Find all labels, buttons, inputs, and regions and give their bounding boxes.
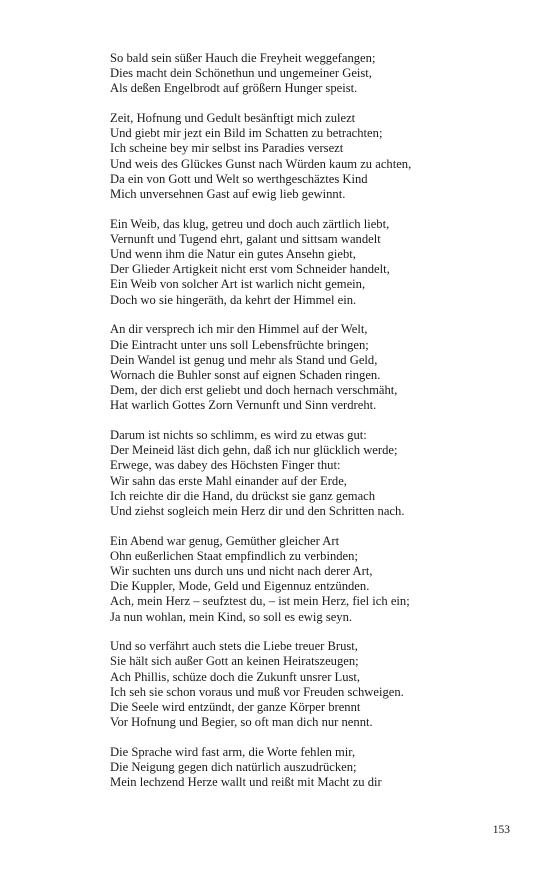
verse-line: Mich unversehnen Gast auf ewig lieb gewinnt. xyxy=(110,187,346,201)
verse-line: Ja nun wohlan, mein Kind, so soll es ewig seyn. xyxy=(110,609,353,624)
verse-line: Mein lechzend Herze wallt und reißt mit Macht zu dir xyxy=(110,775,382,790)
verse-line: Und giebt mir jezt ein Bild im Schatten zu betrachten; xyxy=(110,126,383,141)
stanza xyxy=(110,217,520,308)
verse-line: Die Eintracht unter uns soll Lebensfrüchte bringen; xyxy=(110,337,369,352)
verse-line: Vernunft und Tugend ehrt, galant und sittsam wandelt xyxy=(110,231,381,246)
verse-line: Die Seele wird entzündt, der ganze Körper brennt xyxy=(110,699,361,714)
verse-line: Erwege, was dabey des Höchsten Finger thut: xyxy=(110,458,341,473)
verse-line: Und ziehst sogleich mein Herz dir und den Schritten nach. xyxy=(110,503,405,518)
verse-line: Und wenn ihm die Natur ein gutes Ansehn giebt, xyxy=(110,247,356,262)
verse-line: Hat warlich Gottes Zorn Vernunft und Sinn verdreht. xyxy=(110,398,377,413)
verse-line: Die Sprache wird fast arm, die Worte fehlen mir, xyxy=(110,744,356,759)
stanza xyxy=(110,322,520,413)
verse-line: Ich seh sie schon voraus und muß vor Freuden schweigen. xyxy=(110,684,404,699)
verse-line: So bald sein süßer Hauch die Freyheit weggefangen; xyxy=(110,51,376,65)
verse-line: Dies macht dein Schönethun und ungemeiner Geist, xyxy=(110,66,372,81)
verse-line: Dem, der dich erst geliebt und doch hernach verschmäht, xyxy=(110,383,398,398)
verse-line: Ach, mein Herz – seufztest du, – ist mein Herz, fiel ich ein; xyxy=(110,594,410,609)
verse-line: Ach Phillis, schüze doch die Zukunft unsrer Lust, xyxy=(110,669,361,684)
page-number: 153 xyxy=(492,824,510,836)
verse-line: Dein Wandel ist genug und mehr als Stand und Geld, xyxy=(110,352,378,367)
poem-body xyxy=(110,51,520,805)
verse-line: An dir versprech ich mir den Himmel auf der Welt, xyxy=(110,322,368,337)
verse-line: Ich scheine bey mir selbst ins Paradies versezt xyxy=(110,141,344,156)
verse-line: Ein Abend war genug, Gemüther gleicher Art xyxy=(110,533,340,548)
verse-line: Da ein von Gott und Welt so werthgeschäztes Kind xyxy=(110,171,368,186)
verse-line: Wir suchten uns durch uns und nicht nach derer Art, xyxy=(110,563,373,578)
verse-line: Die Kuppler, Mode, Geld und Eigennuz entzünden. xyxy=(110,579,370,594)
verse-line: Ein Weib von solcher Art ist warlich nicht gemein, xyxy=(110,277,366,292)
verse-line: Ein Weib, das klug, getreu und doch auch zärtlich liebt, xyxy=(110,216,390,231)
verse-line: Zeit, Hofnung und Gedult besänftigt mich zulezt xyxy=(110,111,356,126)
verse-line: Als deßen Engelbrodt auf größern Hunger speist. xyxy=(110,81,358,96)
verse-line: Vor Hofnung und Begier, so oft man dich nur nennt. xyxy=(110,715,373,730)
verse-line: Und so verfährt auch stets die Liebe treuer Brust, xyxy=(110,639,358,654)
verse-line: Ich reichte dir die Hand, du drückst sie ganz gemach xyxy=(110,488,376,503)
verse-line: Und weis des Glückes Gunst nach Würden kaum zu achten, xyxy=(110,156,412,171)
stanza xyxy=(110,534,520,625)
stanza xyxy=(110,428,520,519)
verse-line: Die Neigung gegen dich natürlich auszudrücken; xyxy=(110,760,357,774)
verse-line: Wornach die Buhler sonst auf eignen Schaden ringen. xyxy=(110,367,381,382)
verse-line: Doch wo sie hingeräth, da kehrt der Himmel ein. xyxy=(110,292,357,307)
verse-line: Wir sahn das erste Mahl einander auf der Erde, xyxy=(110,473,347,488)
stanza xyxy=(110,51,520,97)
stanza xyxy=(110,745,520,791)
verse-line: Der Meineid läst dich gehn, daß ich nur glücklich werde; xyxy=(110,443,398,458)
verse-line: Darum ist nichts so schlimm, es wird zu etwas gut: xyxy=(110,427,367,442)
verse-line: Sie hält sich außer Gott an keinen Heiratszeugen; xyxy=(110,654,359,669)
stanza xyxy=(110,639,520,730)
stanza xyxy=(110,111,520,202)
verse-line: Der Glieder Artigkeit nicht erst vom Schneider handelt, xyxy=(110,262,390,277)
verse-line: Ohn eußerlichen Staat empfindlich zu verbinden; xyxy=(110,548,358,563)
